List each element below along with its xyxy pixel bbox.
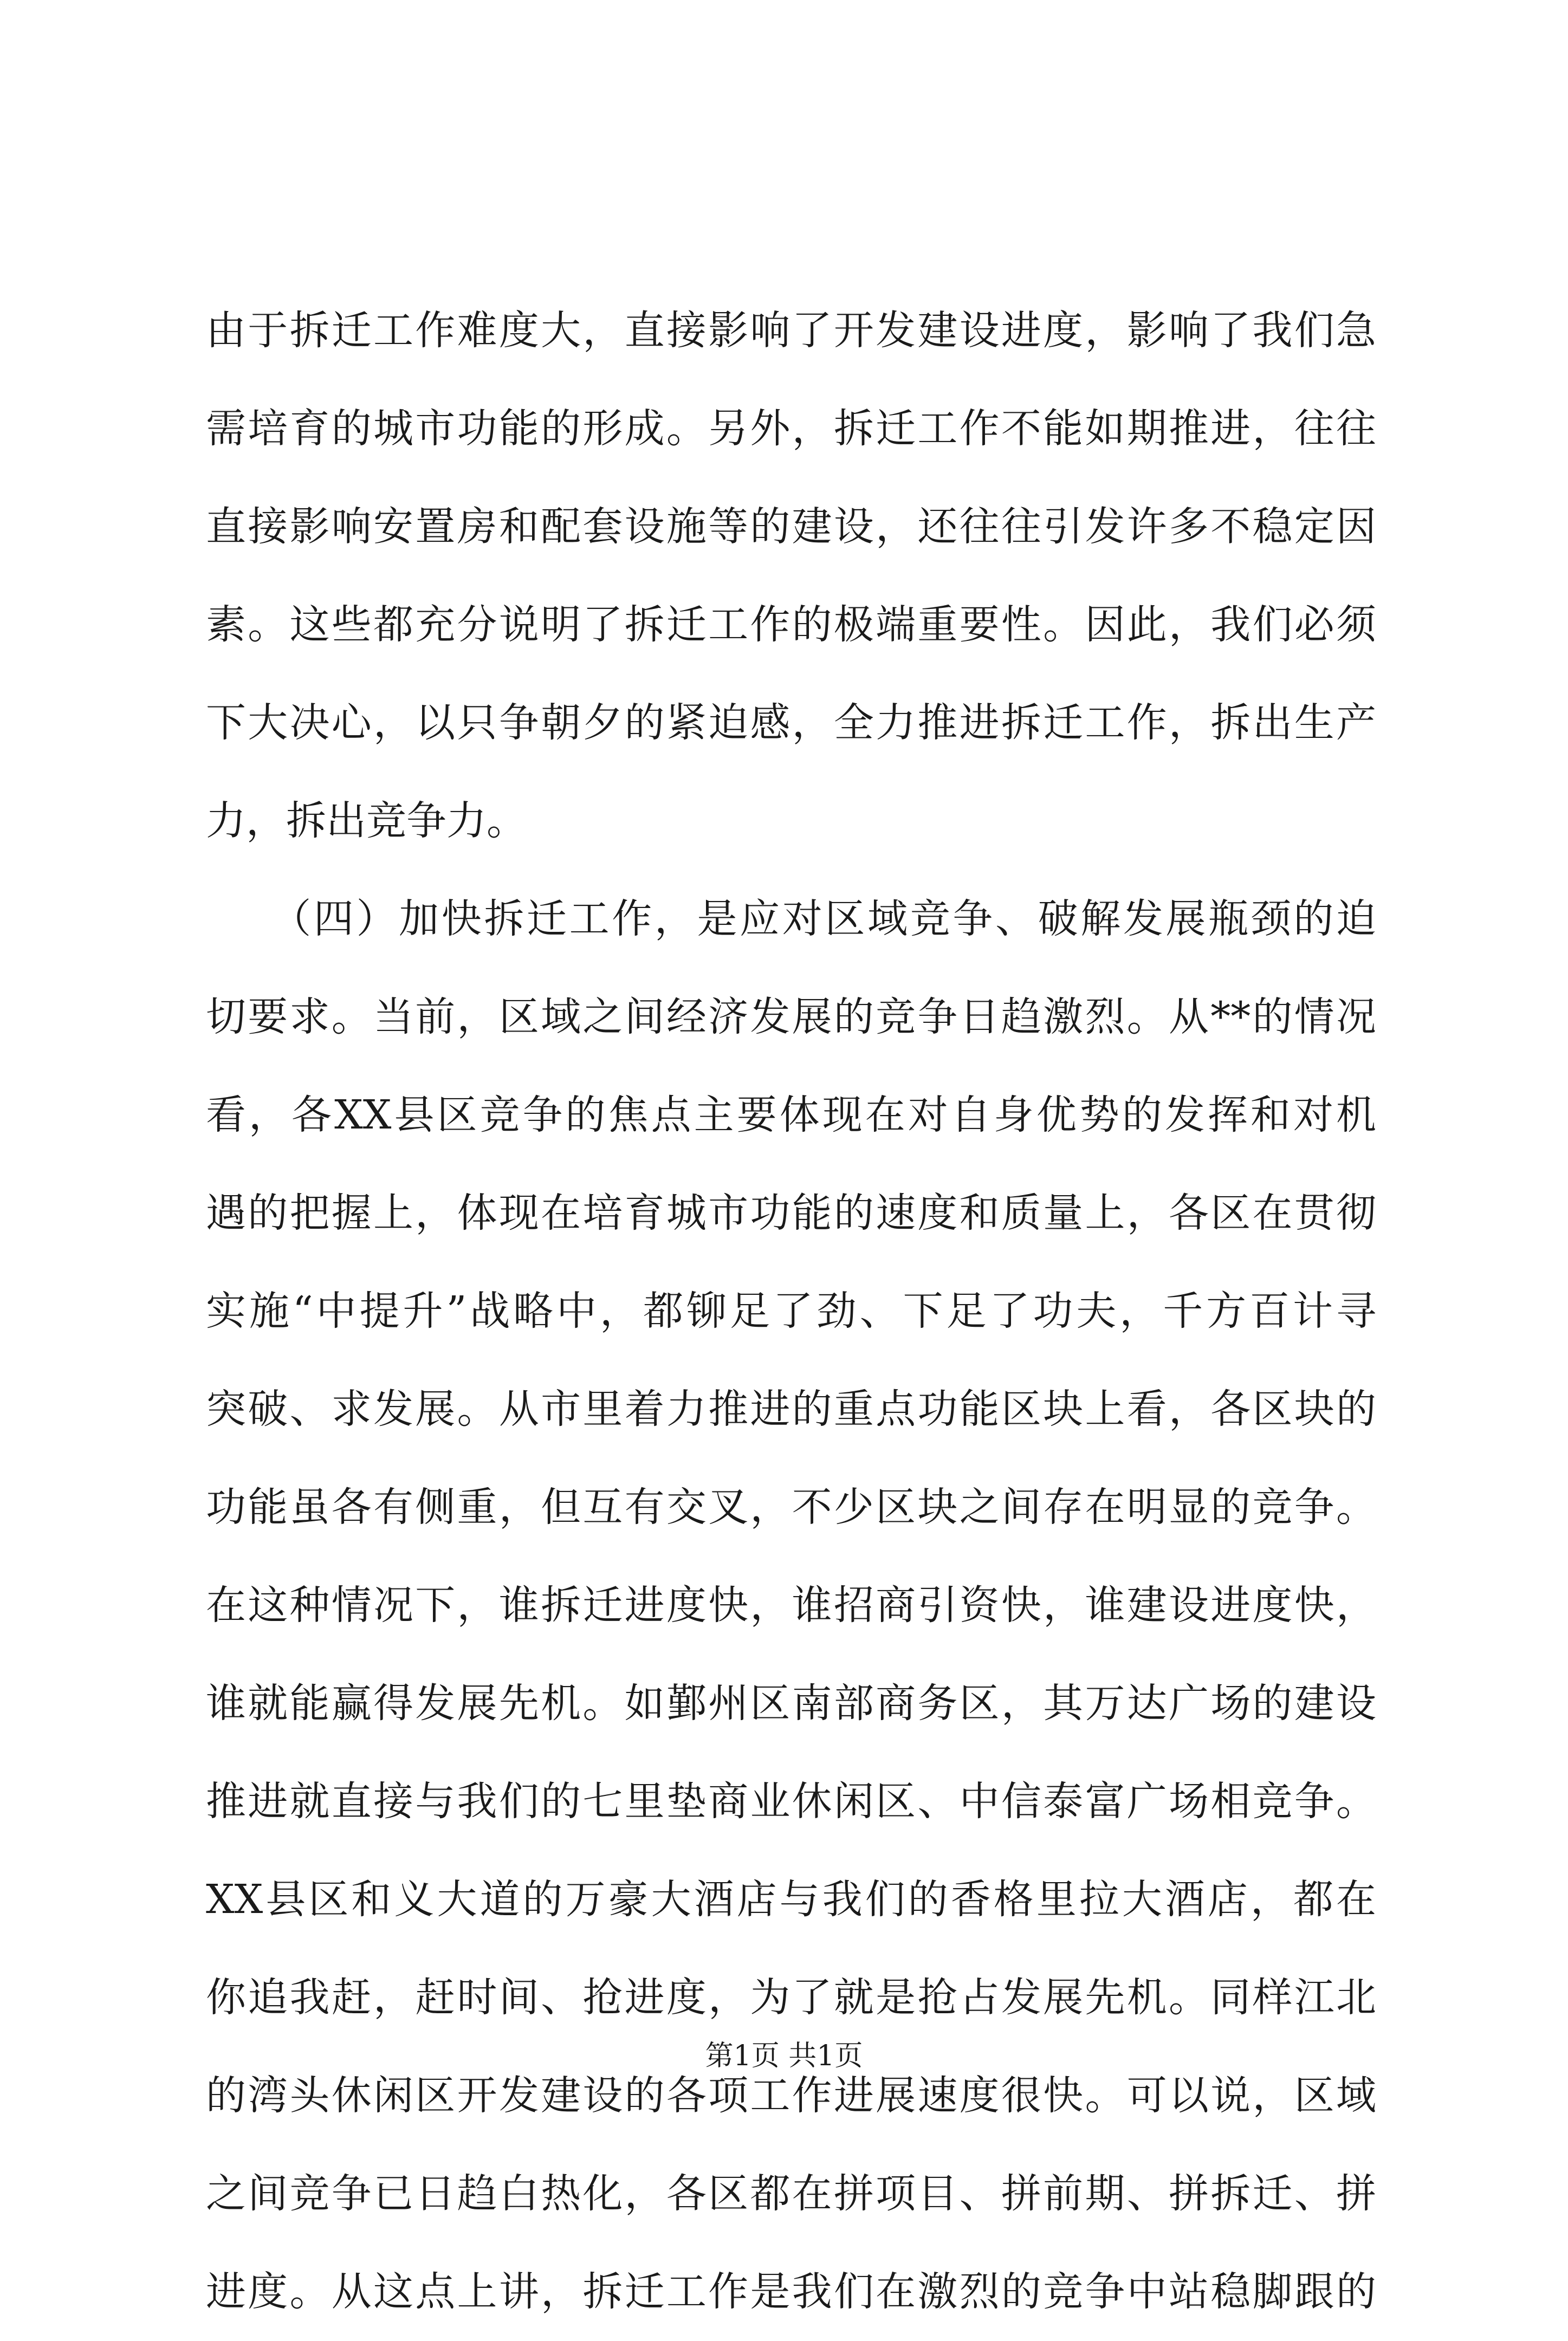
text-line: 进度。从这点上讲，拆迁工作是我们在激烈的竞争中站稳脚跟的 <box>206 2268 1376 2315</box>
text-line: 推进就直接与我们的七里垫商业休闲区、中信泰富广场相竞争。 <box>206 1778 1376 1825</box>
document-body <box>206 282 1376 2341</box>
text-line: 实施“中提升”战略中，都铆足了劲、下足了功夫，千方百计寻 <box>206 1288 1376 1334</box>
text-line: XX县区和义大道的万豪大酒店与我们的香格里拉大酒店，都在 <box>206 1876 1376 1923</box>
text-line: 直接影响安置房和配套设施等的建设，还往往引发许多不稳定因 <box>206 503 1376 550</box>
text-line: 力，拆出竞争力。 <box>206 797 527 844</box>
text-line: 的湾头休闲区开发建设的各项工作进展速度很快。可以说，区域 <box>206 2072 1376 2119</box>
text-line: 由于拆迁工作难度大，直接影响了开发建设进度，影响了我们急 <box>206 307 1376 354</box>
text-line: 下大决心，以只争朝夕的紧迫感，全力推进拆迁工作，拆出生产 <box>206 699 1376 746</box>
text-line: 看，各XX县区竞争的焦点主要体现在对自身优势的发挥和对机 <box>206 1092 1376 1138</box>
text-line: 需培育的城市功能的形成。另外，拆迁工作不能如期推进，往往 <box>206 405 1376 452</box>
page-footer <box>0 2037 1568 2075</box>
text-line: 在这种情况下，谁拆迁进度快，谁招商引资快，谁建设进度快， <box>206 1582 1376 1629</box>
text-line: 谁就能赢得发展先机。如鄞州区南部商务区，其万达广场的建设 <box>206 1680 1376 1727</box>
text-line: 功能虽各有侧重，但互有交叉，不少区块之间存在明显的竞争。 <box>206 1484 1376 1531</box>
text-line: 你追我赶，赶时间、抢进度，为了就是抢占发展先机。同样江北 <box>206 1974 1376 2021</box>
text-line: 素。这些都充分说明了拆迁工作的极端重要性。因此，我们必须 <box>206 601 1376 648</box>
text-line: 遇的把握上，体现在培育城市功能的速度和质量上，各区在贯彻 <box>206 1190 1376 1236</box>
text-line: （四）加快拆迁工作，是应对区域竞争、破解发展瓶颈的迫 <box>206 896 1376 942</box>
page-number-label: 第1页 共1页 <box>705 2040 863 2072</box>
text-line: 切要求。当前，区域之间经济发展的竞争日趋激烈。从**的情况 <box>206 994 1376 1040</box>
text-line: 之间竞争已日趋白热化，各区都在拼项目、拼前期、拼拆迁、拼 <box>206 2170 1376 2217</box>
text-line: 突破、求发展。从市里着力推进的重点功能区块上看，各区块的 <box>206 1386 1376 1432</box>
